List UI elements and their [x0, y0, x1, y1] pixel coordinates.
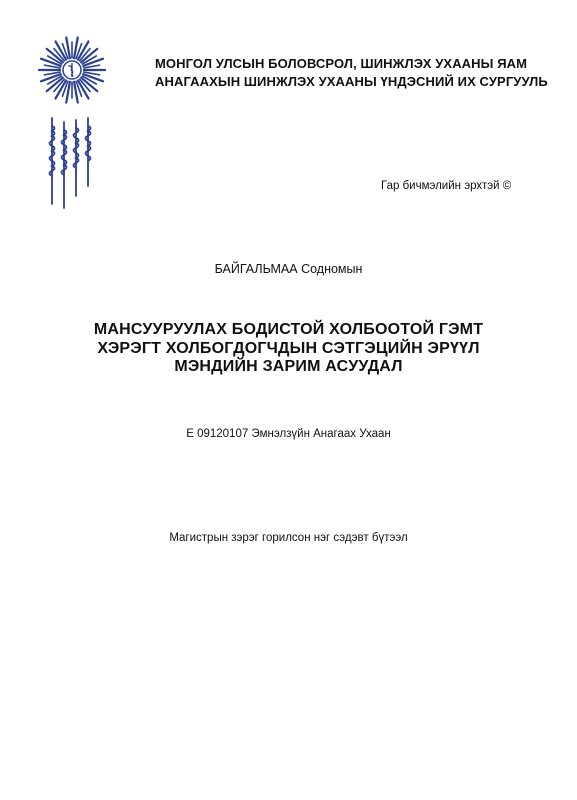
thesis-title-line-2: ХЭРЭГТ ХОЛБОГДОГЧДЫН СЭТГЭЦИЙН ЭРҮҮЛ [97, 339, 480, 357]
mongolian-script-icon [44, 112, 104, 212]
degree-statement: Магистрын зэрэг горилсон нэг сэдэвт бүтээл [169, 532, 408, 544]
thesis-title-line-1: МАНСУУРУУЛАХ БОДИСТОЙ ХОЛБООТОЙ ГЭМТ [93, 321, 484, 338]
thesis-title-line-3: МЭНДИЙН ЗАРИМ АСУУДАЛ [174, 358, 403, 375]
copyright-notice: Гар бичмэлийн эрхтэй © [381, 180, 512, 192]
specialty-code: Е 09120107 Эмнэлзүйн Анагаах Ухаан [186, 428, 391, 440]
ministry-title: МОНГОЛ УЛСЫН БОЛОВСРОЛ, ШИНЖЛЭХ УХААНЫ ЯАМ [155, 56, 528, 71]
author-name: БАЙГАЛЬМАА Содномын [214, 262, 363, 276]
university-title: АНАГААХЫН ШИНЖЛЭХ УХААНЫ ҮНДЭСНИЙ ИХ СУРГУУЛЬ [155, 74, 548, 89]
university-emblem-icon [38, 36, 106, 104]
thesis-title [0, 321, 577, 377]
